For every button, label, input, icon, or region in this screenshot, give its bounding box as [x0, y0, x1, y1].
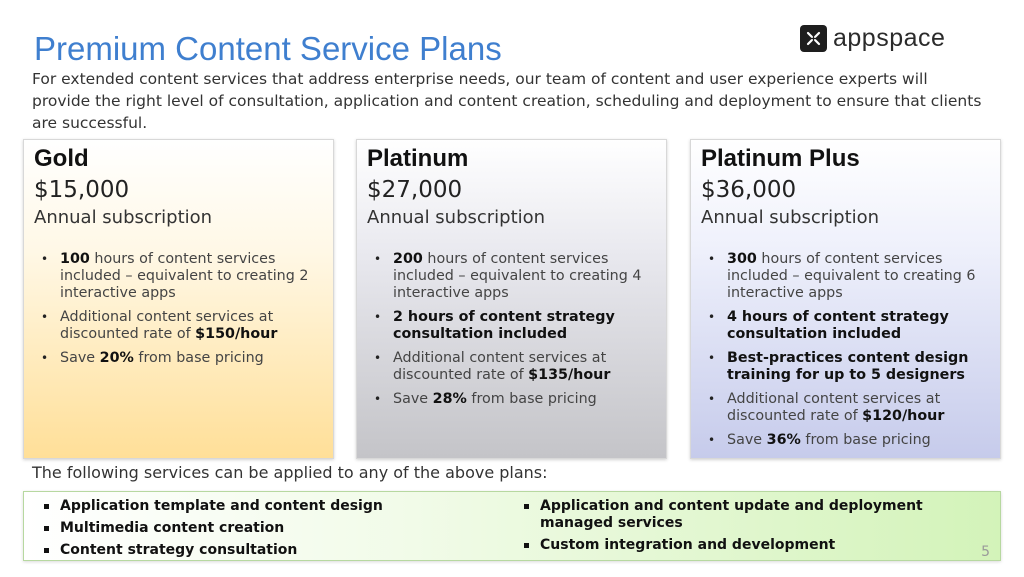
- feature-item: • 200 hours of content services included – equivalent to creating 4 interactive apps: [367, 251, 656, 302]
- feature-item: • Save 28% from base pricing: [367, 391, 656, 408]
- additional-service-item: Multimedia content creation: [34, 520, 454, 537]
- feature-item: • Best-practices content design training for up to 5 designers: [701, 350, 990, 384]
- plan-card-gold: [23, 139, 334, 459]
- feature-item: • 4 hours of content strategy consultation included: [701, 309, 990, 343]
- feature-item: • Additional content services at discounted rate of $135/hour: [367, 350, 656, 384]
- feature-item: • Save 20% from base pricing: [34, 350, 323, 367]
- additional-services-right: [514, 498, 974, 559]
- feature-item: • Additional content services at discounted rate of $150/hour: [34, 309, 323, 343]
- feature-list: [701, 251, 990, 449]
- additional-service-item: Content strategy consultation: [34, 542, 454, 559]
- intro-paragraph: For extended content services that address enterprise needs, our team of content and user experience experts will provide the right level of consultation, application and content creation, scheduling and deployment to ensure that clients are successful.: [32, 70, 982, 132]
- additional-services-left: [34, 498, 454, 564]
- page-number: 5: [981, 544, 990, 560]
- feature-item: • 2 hours of content strategy consultation included: [367, 309, 656, 343]
- plan-price: $15,000: [34, 177, 130, 203]
- additional-service-item: Custom integration and development: [514, 537, 974, 554]
- plan-name: Platinum Plus: [701, 145, 860, 172]
- appspace-logo-icon: [800, 25, 827, 52]
- additional-services-box: [23, 491, 1001, 561]
- page-title: Premium Content Service Plans: [34, 30, 502, 67]
- plan-price: $27,000: [367, 177, 463, 203]
- additional-service-item: Application and content update and deployment managed services: [514, 498, 974, 532]
- plan-subscription: Annual subscription: [34, 207, 213, 228]
- feature-item: • Additional content services at discounted rate of $120/hour: [701, 391, 990, 425]
- feature-item: • Save 36% from base pricing: [701, 432, 990, 449]
- feature-list: [34, 251, 323, 367]
- feature-item: • 100 hours of content services included – equivalent to creating 2 interactive apps: [34, 251, 323, 302]
- plan-card-platinum: [356, 139, 667, 459]
- appspace-logo: [800, 23, 945, 53]
- feature-item: • 300 hours of content services included – equivalent to creating 6 interactive apps: [701, 251, 990, 302]
- additional-service-item: Application template and content design: [34, 498, 454, 515]
- feature-list: [367, 251, 656, 408]
- plan-name: Platinum: [367, 145, 469, 172]
- additional-services-heading: The following services can be applied to any of the above plans:: [32, 463, 548, 482]
- logo-text: appspace: [833, 23, 946, 52]
- plan-price: $36,000: [701, 177, 797, 203]
- plan-subscription: Annual subscription: [701, 207, 880, 228]
- plan-card-platinum-plus: [690, 139, 1001, 459]
- plan-subscription: Annual subscription: [367, 207, 546, 228]
- plan-name: Gold: [34, 145, 89, 172]
